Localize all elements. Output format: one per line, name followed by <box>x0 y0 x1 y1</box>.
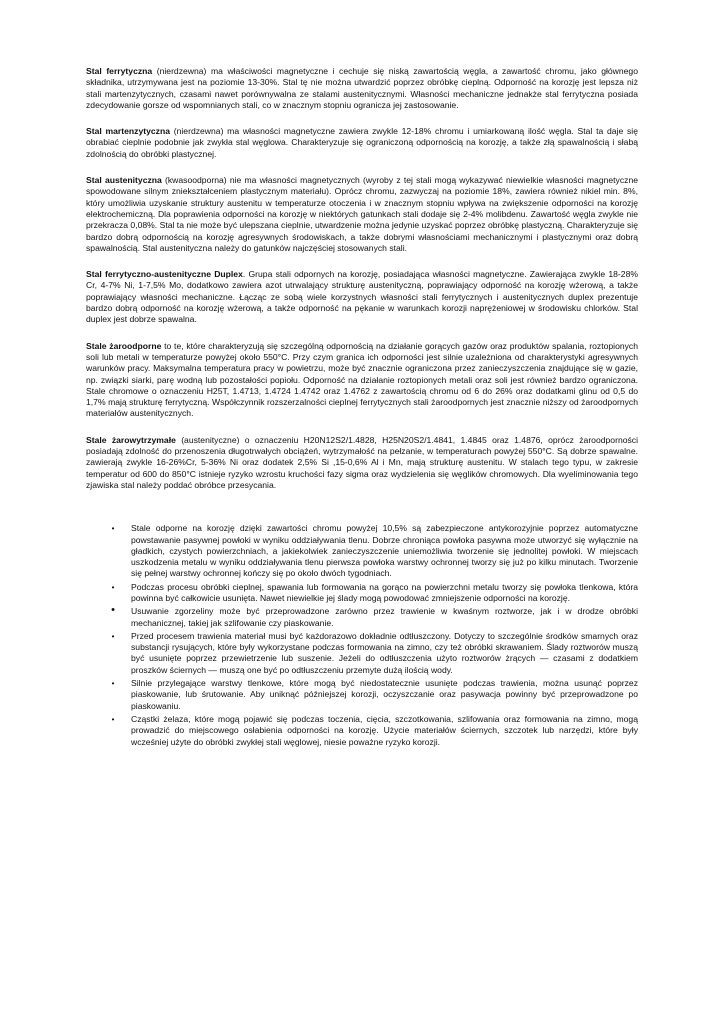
list-item-text: Usuwanie zgorzeliny może być przeprowadzone zarówno przez trawienie w kwaśnym roztworze, jak i w drodze obróbki mechanicznej, takiej jak szlifowanie czy piaskowanie. <box>131 606 638 628</box>
spacer <box>86 506 638 523</box>
paragraph-martensitic <box>86 126 638 160</box>
list-item-text: Silnie przylegające warstwy tlenkowe, które mogą być niedostatecznie usunięte podczas trawienia, można usunąć poprzez piaskowanie, lub śrutowanie. Aby uniknąć późniejszej korozji, oczyszczanie oraz pasywacja powinny być przeprowadzone po piaskowaniu. <box>131 678 638 711</box>
list-item <box>86 631 638 676</box>
paragraph-text: (austenityczne) o oznaczeniu H20N12S2/1.4828, H25N20S2/1.4841, 1.4845 oraz 1.4876, oprócz żaroodporności posiadają zdolność do przenoszenia długotrwałych obciążeń, wytrzymałość na pełzanie, w temperaturach powyżej 550°C. Są dobrze spawalne. zawierają zwykle 16-26%Cr, 5-36% Ni oraz dodatek 2,5% Si ,15-0,6% Al i Mn, mają strukturę austenitu. W stalach tego typu, w zakresie temperatur od 600 do 850°C istnieje ryzyko wzrostu kruchości fazy sigma oraz wydzielenia się węglików chromowych. Dla wyeliminowania tego zjawiska stal należy poddać obróbce przesycania. <box>86 434 638 490</box>
list-item <box>86 582 638 605</box>
list-item <box>86 678 638 712</box>
bullet-icon: • <box>111 631 115 641</box>
paragraph-heading: Stal ferrytyczno-austenityczne Duplex <box>86 269 243 280</box>
paragraph-heading: Stale żarowytrzymałe <box>86 434 176 445</box>
bullet-icon: • <box>111 604 115 617</box>
paragraph-heading: Stal austenityczna <box>86 175 162 186</box>
bullet-icon: • <box>111 714 115 724</box>
paragraph-text: to te, które charakteryzują się szczególną odpornością na działanie gorących gazów oraz produktów spalania, roztopionych soli lub metali w temperaturze powyżej około 550°C. Przy czym granica ich odporności jest silnie uzależniona od charakterystyki agresywnych warunków pracy. Maksymalna temperatura pracy w powietrzu, może być znacznie ograniczona przez zanieczyszczenia znajdujące się w gazie, np. związki siarki, parę wodną lub pozostałości popiołu. Odporność na działanie roztopionych metali oraz soli jest również bardzo ograniczona. Stale chromowe o oznaczeniu H25T, 1.4713, 1.4724 1.4742 oraz 1.4762 z zawartością chromu od 6 do 26% oraz dodatkami glinu od 0,5 do 1,7% mają strukturę ferrytyczną. Współczynnik rozszerzalności cieplnej ferrytycznych stali żaroodpornych jest znacznie niższy od żaroodpornych materiałów austenitycznych. <box>86 340 639 419</box>
paragraph-heading: Stal martenzytyczna <box>86 126 170 137</box>
bullet-icon: • <box>111 524 115 534</box>
paragraph-creep-resistant <box>86 435 638 491</box>
paragraph-ferritic <box>86 66 638 111</box>
bullet-icon: • <box>111 582 115 592</box>
bullet-icon: • <box>111 679 115 689</box>
paragraph-text: . Grupa stali odpornych na korozję, posiadająca własności magnetyczne. Zawierająca zwykle 18-28% Cr, 4-7% Ni, 1-7,5% Mo, dodatkowo zawiera azot utrwalający strukturę austenityczną, poprawiający odporność na korozję wżerową, a także poprawiający własności mechaniczne. Łącząc ze sobą wiele korzystnych własności stali ferrytycznych i austenitycznych duplex prezentuje bardzo dobrą odporność na korozję wżerową, a także odporność na pękanie w warunkach korozji naprężeniowej w środowisku chlorków. Stal duplex jest dobrze spawalna. <box>86 269 638 325</box>
paragraph-text: (nierdzewna) ma własności magnetyczne zawiera zwykle 12-18% chromu i umiarkowaną ilość węgla. Stal ta daje się obrabiać cieplnie podobnie jak zwykła stal węglowa. Charakteryzuje się ograniczoną odpornością na korozję, a także złą spawalnością i słabą zdolnością do obróbki plastycznej. <box>86 126 638 159</box>
paragraph-heading: Stal ferrytyczna <box>86 66 153 76</box>
list-item <box>86 606 638 629</box>
list-item <box>86 714 638 748</box>
paragraph-text: (kwasoodporna) nie ma własności magnetycznych (wyroby z tej stali mogą wykazywać niewielkie własności magnetyczne spowodowane silnym zniekształceniem plastycznym materiału). Oprócz chromu, zazwyczaj na poziomie 18%, zawiera również nikiel min. 8%, który umożliwia uzyskanie struktury austenitu w temperaturze otoczenia i w znacznym stopniu wpływa na zwiększenie odporności na korozję elektrochemiczną. Dla poprawienia odporności na korozję w niektórych gatunkach stali dodaje się 2-4% molibdenu. Zawartość węgla zwykle nie przekracza 0,08%. Stal ta nie może być ulepszana cieplnie, utwardzenie można jedynie uzyskać poprzez obróbkę plastyczną. Charakteryzuje się bardzo dobrą odpornością na korozję agresywnych środowiskach, a także dobrymi własnościami mechanicznymi i plastycznymi oraz dobrą spawalnością. Stal austenityczna należy do gatunków najczęściej stosowanych stali. <box>86 175 639 253</box>
list-item-text: Przed procesem trawienia materiał musi być każdorazowo dokładnie odtłuszczony. Dotyczy to szczególnie środków smarnych oraz substancji rysujących, które były wykorzystane podczas formowania na zimno, czy też obróbki skrawaniem. Ślady roztworów muszą być usunięte poprzez przewietrzenie lub suszenie. Jeżeli do odtłuszczenia użyto roztworów żrących — czasami z dodatkiem proszków ściernych — muszą one być po odtłuszczeniu przemyte dużą ilością wody. <box>131 630 638 675</box>
list-item-text: Stale odporne na korozję dzięki zawartości chromu powyżej 10,5% są zabezpieczone antykorozyjnie poprzez automatyczne powstawanie pasywnej powłoki w wyniku oddziaływania tlenu. Dobrze chroniąca powłoka pasywna może utworzyć się wyłącznie na gładkich, czystych powierzchniach, a jakiekolwiek zanieczyszczenie uniemożliwia tworzenie się jednolitej powłoki. W miejscach uszkodzenia metalu w wyniku oddziaływania tlenu pierwsza powłoka warstwy ochronnej tworzy się już po kilku minutach. Tworzenie się pełnej warstwy ochronnej kończy się po około dwóch tygodniach. <box>131 523 638 579</box>
list-item-text: Cząstki żelaza, które mogą pojawić się podczas toczenia, cięcia, szczotkowania, szlifowania oraz formowania na zimno, mogą prowadzić do miejscowego osłabienia odporności na korozję. Użycie materiałów ściernych, szczotek lub narzędzi, które były wcześniej użyte do obróbki zwykłej stali węglowej, niesie poważne ryzyko korozji. <box>131 713 638 747</box>
paragraph-duplex <box>86 269 638 325</box>
bullet-list <box>86 523 638 748</box>
list-item-text: Podczas procesu obróbki cieplnej, spawania lub formowania na gorąco na powierzchni metalu tworzy się powłoka tlenkowa, która powinna być całkowicie usunięta. Nawet niewielkie jej ślady mogą powodować zmniejszenie odporności na korozję. <box>131 581 638 603</box>
paragraph-heat-resistant <box>86 341 638 420</box>
list-item <box>86 523 638 579</box>
paragraph-heading: Stale żaroodporne <box>86 340 162 351</box>
paragraph-austenitic <box>86 175 638 254</box>
paragraph-text: (nierdzewna) ma właściwości magnetyczne i cechuje się niską zawartością węgla, a zawartość chromu, jako głównego składnika, utrzymywana jest na poziomie 13-30%. Stal tę nie można utwardzić poprzez obróbkę cieplną. Odporność na korozję jest lepsza niż stali martenzytycznych, czasami nawet porównywalna ze stalami austenitycznymi. Własności mechaniczne jednakże stal ferrytyczna posiada zdecydowanie gorsze od wspomnianych stali, co w znacznym stopniu ogranicza jej zastosowanie. <box>86 66 638 110</box>
